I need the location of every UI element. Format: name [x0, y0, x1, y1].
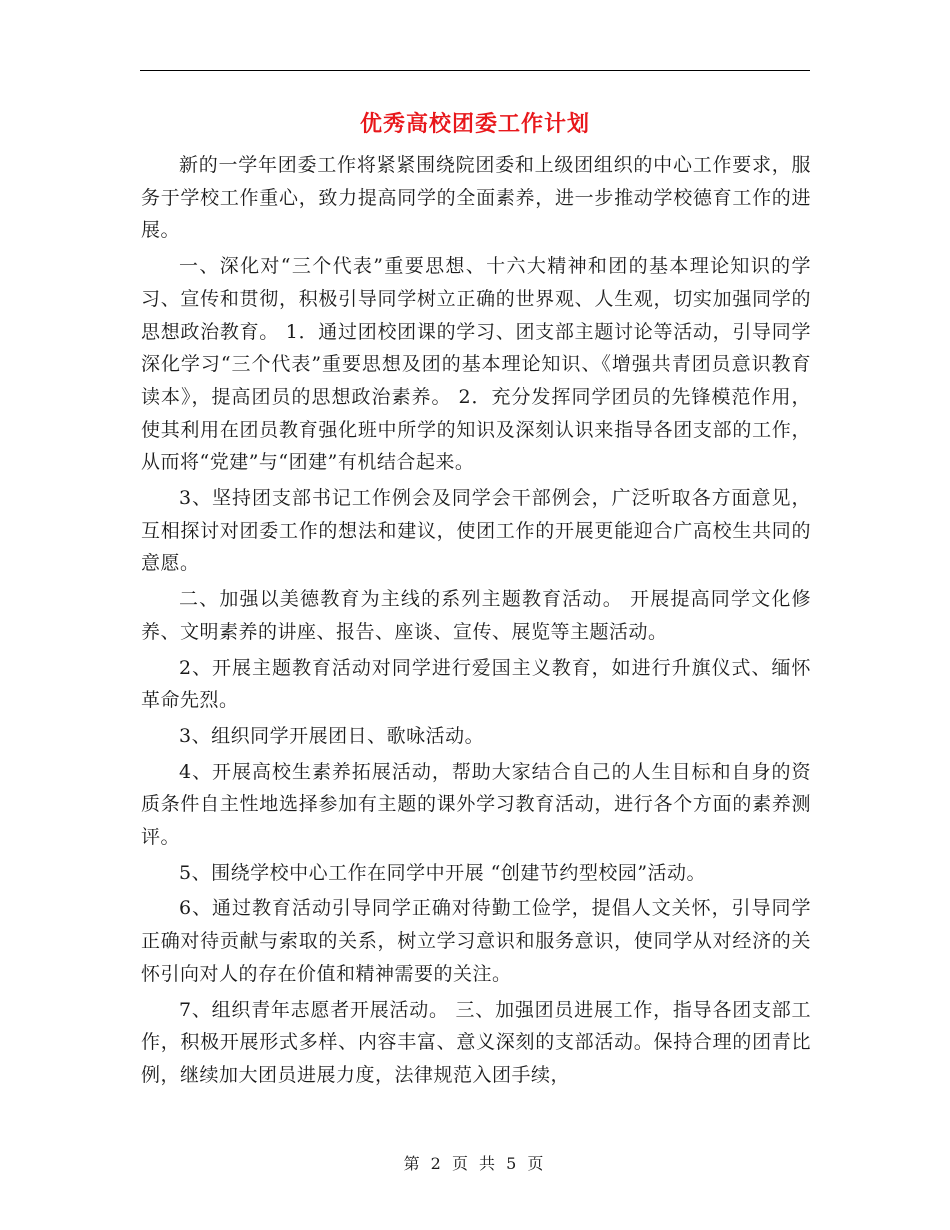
paragraph-section-1: 一、深化对“三个代表”重要思想、十六大精神和团的基本理论知识的学习、宣传和贯彻，积极引导同学树立正确的世界观、人生观，切实加强同学的思想政治教育。 1．通过团校团课的学习、团支部主题讨论等活动，引导同学深化学习“三个代表”重要思想及团的基本理论知识、《增强共青团员意识教育读本》，提高团员的思想政治素养。 2．充分发挥同学团员的先锋模范作用，使其利用在团员教育强化班中所学的知识及深刻认识来指导各团支部的工作，从而将“党建”与“团建”有机结合起来。 [141, 255, 811, 474]
paragraph-item-2-patriotism: 2、开展主题教育活动对同学进行爱国主义教育，如进行升旗仪式、缅怀革命先烈。 [141, 656, 811, 712]
paragraph-item-3-meetings: 3、坚持团支部书记工作例会及同学会干部例会，广泛听取各方面意见，互相探讨对团委工作的想法和建议，使团工作的开展更能迎合广高校生共同的意愿。 [141, 487, 811, 575]
document-title: 优秀高校团委工作计划 [359, 111, 590, 137]
paragraph-item-4-expansion: 4、开展高校生素养拓展活动，帮助大家结合自己的人生目标和自身的资质条件自主性地选择参加有主题的课外学习教育活动，进行各个方面的素养测评。 [141, 760, 811, 849]
page-number-footer: 第 2 页 共 5 页 [403, 1154, 547, 1173]
paragraph-intro: 新的一学年团委工作将紧紧围绕院团委和上级团组织的中心工作要求，服务于学校工作重心，致力提高同学的全面素养，进一步推动学校德育工作的进展。 [141, 154, 811, 242]
paragraph-item-3-activities: 3、组织同学开展团日、歌咏活动。 [179, 724, 485, 747]
paragraph-item-6-work-study: 6、通过教育活动引导同学正确对待勤工俭学，提倡人文关怀，引导同学正确对待贡献与索取的关系，树立学习意识和服务意识，使同学从对经济的关怀引向对人的存在价值和精神需要的关注。 [141, 897, 811, 985]
paragraph-item-7-volunteers: 7、组织青年志愿者开展活动。 三、加强团员进展工作，指导各团支部工作，积极开展形式多样、内容丰富、意义深刻的支部活动。保持合理的团青比例，继续加大团员进展力度，法律规范入团手续， [141, 998, 811, 1086]
document-body [141, 149, 811, 1095]
paragraph-item-5-campus: 5、围绕学校中心工作在同学中开展 “创建节约型校园”活动。 [179, 861, 707, 884]
header-rule [140, 70, 810, 71]
paragraph-section-2: 二、加强以美德教育为主线的系列主题教育活动。 开展提高同学文化修养、文明素养的讲座、报告、座谈、宣传、展览等主题活动。 [141, 588, 811, 643]
